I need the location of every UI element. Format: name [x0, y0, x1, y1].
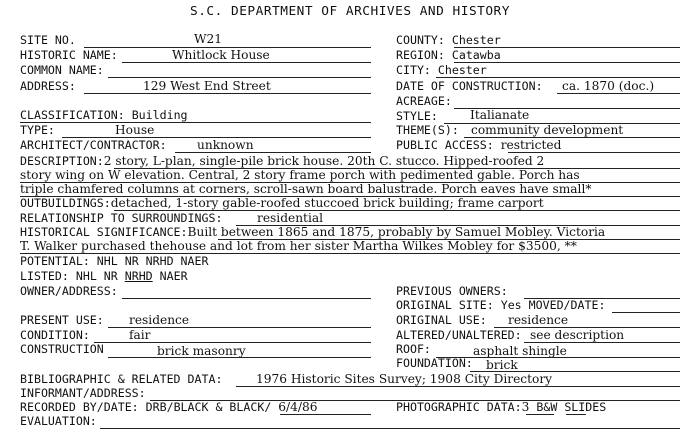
evaluation-rule: [100, 428, 680, 429]
historic-name-rule: [122, 62, 371, 63]
public-access-field: PUBLIC ACCESS: restricted: [396, 138, 562, 152]
theme-value: community development: [471, 123, 624, 137]
owner-rule: [122, 298, 371, 299]
classification-label: CLASSIFICATION: Building: [20, 108, 188, 122]
bibliographic-value: 1976 Historic Sites Survey; 1908 City Directory: [256, 372, 553, 386]
style-label: STYLE:: [396, 109, 438, 123]
architect-label: ARCHITECT/CONTRACTOR:: [20, 138, 167, 152]
condition-label: CONDITION:: [20, 328, 90, 342]
listed-field: LISTED: NHL NR NRHD NAER: [20, 269, 188, 283]
type-value: House: [115, 123, 155, 137]
classification-rule: [20, 122, 371, 123]
common-name-rule: [108, 77, 371, 78]
construction-value: brick masonry: [157, 344, 246, 358]
informant-label: INFORMANT/ADDRESS:: [20, 386, 146, 400]
address-label: ADDRESS:: [20, 79, 76, 93]
bibliographic-label: BIBLIOGRAPHIC & RELATED DATA:: [20, 372, 223, 386]
region-field: REGION: Catawba: [396, 48, 501, 62]
photo-count-rule: [526, 414, 554, 415]
roof-label: ROOF:: [396, 342, 431, 356]
photographic-field: PHOTOGRAPHIC DATA:3 B&W SLIDES: [396, 400, 607, 414]
historic-name-value: Whitlock House: [172, 48, 270, 62]
city-field: CITY: Chester: [396, 63, 487, 77]
owner-label: OWNER/ADDRESS:: [20, 284, 118, 298]
significance-line-1: HISTORICAL SIGNIFICANCE:Built between 1865 and 1875, probably by Samuel Mobley. Victoria: [20, 225, 606, 239]
acreage-label: ACREAGE:: [396, 94, 452, 108]
original-site-field: ORIGINAL SITE: Yes MOVED/DATE:: [396, 298, 606, 312]
potential-field: POTENTIAL: NHL NR NRHD NAER: [20, 254, 209, 268]
public-access-rule: [508, 152, 680, 153]
photo-bw-rule: [566, 414, 586, 415]
architect-value: unknown: [197, 138, 254, 152]
historic-name-label: HISTORIC NAME:: [20, 48, 118, 62]
description-line-2: story wing on W elevation. Central, 2 story frame porch with pedimented gable. Porch has: [20, 168, 580, 182]
foundation-value: brick: [486, 358, 518, 372]
present-use-value: residence: [129, 313, 190, 327]
description-line-3: triple chamfered columns at corners, scroll-sawn board balustrade. Porch eaves have small*: [20, 182, 592, 196]
theme-label: THEME(S):: [396, 123, 459, 137]
architect-rule: [175, 152, 371, 153]
present-use-label: PRESENT USE:: [20, 313, 104, 327]
condition-value: fair: [129, 328, 151, 342]
condition-rule: [94, 342, 371, 343]
city-rule: [436, 77, 680, 78]
previous-owners-label: PREVIOUS OWNERS:: [396, 284, 508, 298]
construction-label: CONSTRUCTION: [20, 342, 104, 356]
altered-label: ALTERED/UNALTERED:: [396, 328, 522, 342]
surroundings-label: RELATIONSHIP TO SURROUNDINGS:: [20, 211, 223, 225]
roof-value: asphalt shingle: [473, 344, 567, 358]
county-field: COUNTY: Chester: [396, 33, 501, 47]
style-value: Italianate: [470, 108, 530, 122]
original-use-label: ORIGINAL USE:: [396, 313, 487, 327]
outbuildings-field: OUTBUILDINGS:detached, 1-story gable-roofed stuccoed brick building; frame carport: [20, 196, 544, 210]
address-rule: [84, 93, 371, 94]
foundation-label: FOUNDATION:: [396, 356, 473, 370]
description-line-1: DESCRIPTION:2 story, L-plan, single-pile brick house. 20th C. stucco. Hipped-roofed 2: [20, 154, 545, 168]
bibliographic-rule: [236, 386, 680, 387]
construction-rule: [108, 357, 371, 358]
altered-value: see description: [530, 328, 625, 342]
moved-date-rule: [612, 312, 680, 313]
recorded-field: RECORDED BY/DATE: DRB/BLACK & BLACK/ 6/4/86: [20, 400, 318, 414]
surroundings-value: residential: [257, 211, 324, 225]
page-title: S.C. DEPARTMENT OF ARCHIVES AND HISTORY: [190, 4, 510, 19]
address-value: 129 West End Street: [143, 79, 271, 93]
common-name-label: COMMON NAME:: [20, 63, 104, 77]
original-use-value: residence: [508, 313, 569, 327]
evaluation-label: EVALUATION:: [20, 414, 97, 428]
recorded-rule: [280, 414, 371, 415]
site-no-label: SITE NO.: [20, 33, 76, 47]
region-rule: [454, 62, 680, 63]
date-of-construction-label: DATE OF CONSTRUCTION:: [396, 79, 543, 93]
date-of-construction-value: ca. 1870 (doc.): [562, 79, 655, 93]
altered-rule: [524, 342, 680, 343]
significance-line-2: T. Walker purchased thehouse and lot from her sister Martha Wilkes Mobley for $3500, **: [20, 239, 577, 253]
type-label: TYPE:: [20, 123, 55, 137]
site-no-value: W21: [194, 32, 223, 46]
description-label: DESCRIPTION:: [20, 154, 104, 168]
date-rule: [557, 93, 680, 94]
